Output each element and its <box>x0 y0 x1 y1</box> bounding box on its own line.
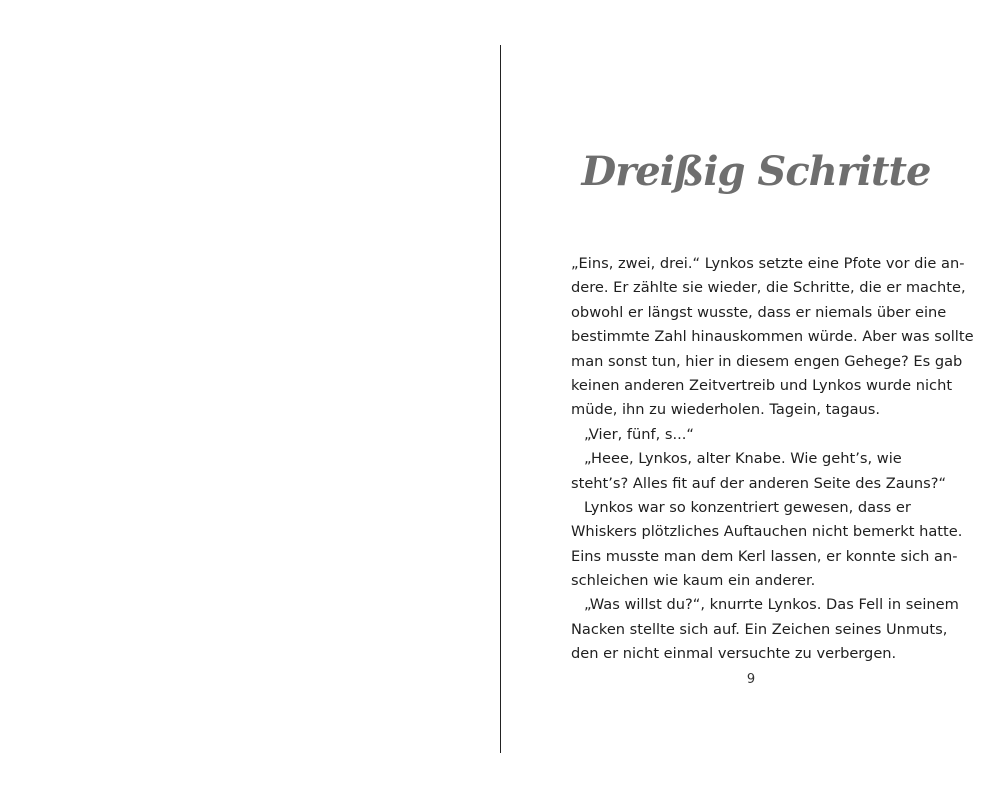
text-line: obwohl er längst wusste, dass er niemals über eine <box>571 303 947 321</box>
page-number: 9 <box>746 672 756 687</box>
text-line: man sonst tun, hier in diesem engen Gehege? Es gab <box>571 352 963 370</box>
text-line: müde, ihn zu wiederholen. Tagein, tagaus. <box>571 401 881 419</box>
text-line: schleichen wie kaum ein anderer. <box>571 572 816 590</box>
chapter-title: Dreißig Schritte <box>581 148 931 195</box>
text-line: steht’s? Alles fit auf der anderen Seite des Zauns?“ <box>571 474 947 492</box>
body-text <box>571 252 974 667</box>
text-line: „Vier, fünf, s...“ <box>584 425 694 443</box>
text-line: dere. Er zählte sie wieder, die Schritte, die er machte, <box>571 279 966 297</box>
text-line: bestimmte Zahl hinauskommen würde. Aber was sollte <box>571 328 974 346</box>
text-line: keinen anderen Zeitvertreib und Lynkos wurde nicht <box>571 376 953 394</box>
text-line: Eins musste man dem Kerl lassen, er konnte sich an- <box>571 547 958 565</box>
text-line: „Was willst du?“, knurrte Lynkos. Das Fell in seinem <box>584 596 959 614</box>
text-line: Whiskers plötzliches Auftauchen nicht bemerkt hatte. <box>571 523 963 541</box>
text-line: „Eins, zwei, drei.“ Lynkos setzte eine Pfote vor die an- <box>571 255 965 272</box>
text-line: den er nicht einmal versuchte zu verbergen. <box>571 645 897 663</box>
text-line: „Heee, Lynkos, alter Knabe. Wie geht’s, wie <box>584 450 902 468</box>
right-page <box>501 0 1000 800</box>
text-line: Nacken stellte sich auf. Ein Zeichen seines Unmuts, <box>571 620 948 638</box>
text-line: Lynkos war so konzentriert gewesen, dass er <box>584 498 911 516</box>
